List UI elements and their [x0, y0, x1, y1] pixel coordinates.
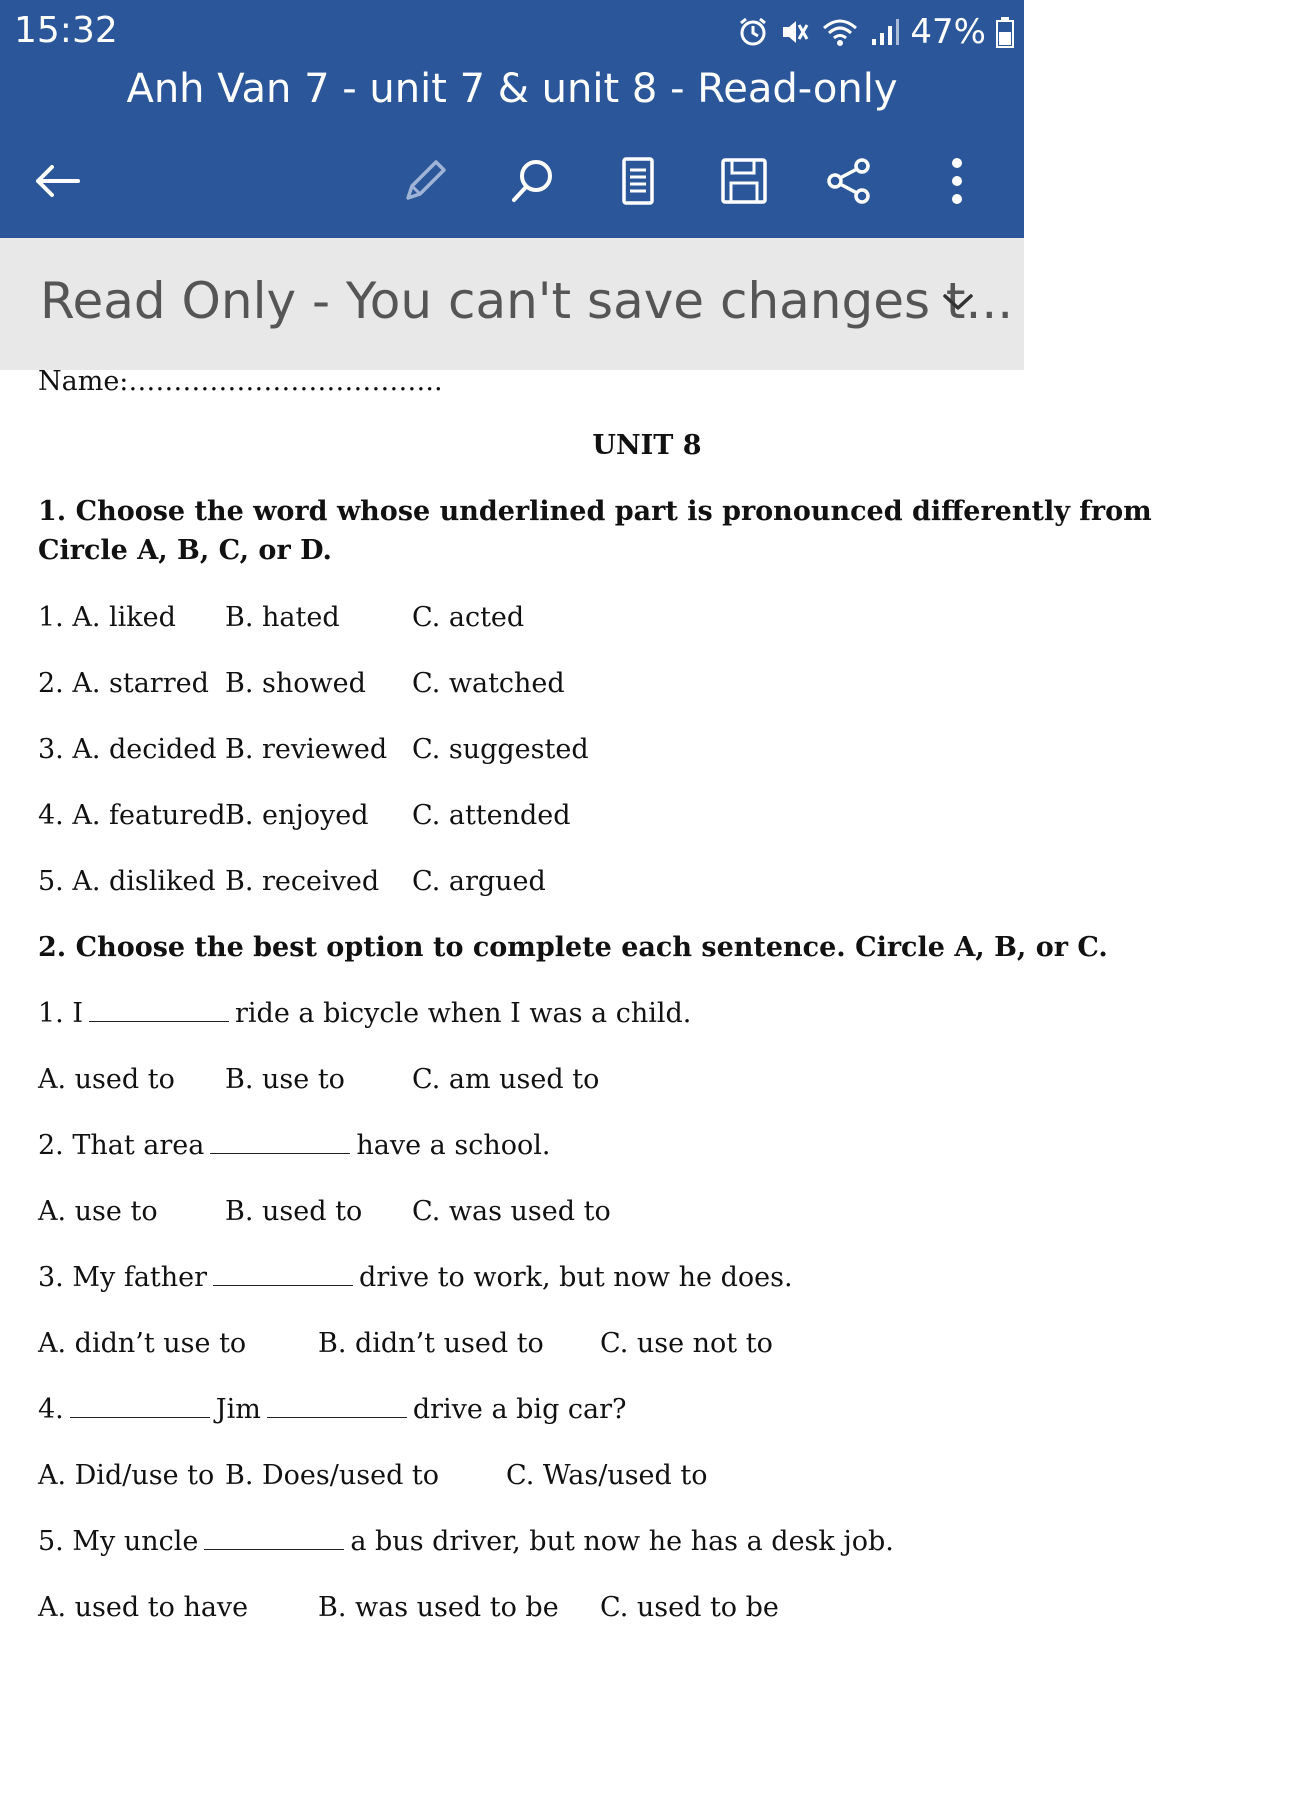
s1-row3-option-b: B. reviewed — [225, 734, 388, 765]
battery-icon — [996, 16, 1014, 48]
s2-q5-pre: 5. My uncle — [38, 1526, 199, 1557]
chevron-down-icon — [941, 290, 975, 318]
read-only-message: Read Only - You can't save changes t... — [40, 272, 1014, 330]
answer-blank — [210, 1131, 350, 1154]
s2-q2-sentence — [38, 1130, 550, 1161]
wifi-icon — [820, 16, 860, 48]
status-time: 15:32 — [14, 10, 118, 51]
name-line: Name:…………………………….. — [38, 366, 443, 397]
s1-row2-option-c: C. watched — [412, 668, 565, 699]
unit-title: UNIT 8 — [592, 430, 702, 461]
s2-q1-option-c: C. am used to — [412, 1064, 600, 1095]
signal-icon — [870, 17, 900, 47]
section1-heading-line2: Circle A, B, C, or D. — [38, 535, 332, 566]
s2-q4-pre: 4. — [38, 1394, 64, 1425]
s2-q5-sentence — [38, 1526, 894, 1557]
mobile-view-button[interactable] — [607, 150, 669, 212]
s2-q5-option-b: B. was used to be — [318, 1592, 559, 1623]
more-vertical-icon — [947, 156, 967, 206]
more-options-button[interactable] — [926, 150, 988, 212]
s2-q2-option-a: A. use to — [38, 1196, 158, 1227]
s1-row5-option-c: C. argued — [412, 866, 546, 897]
save-disk-icon — [719, 156, 769, 206]
s1-row2-option-b: B. showed — [225, 668, 366, 699]
s2-q3-sentence — [38, 1262, 793, 1293]
s1-row3-option-c: C. suggested — [412, 734, 589, 765]
s2-q3-option-b: B. didn’t used to — [318, 1328, 544, 1359]
s2-q5-option-a: A. used to have — [38, 1592, 249, 1623]
answer-blank — [89, 999, 229, 1022]
s2-q3-option-c: C. use not to — [600, 1328, 773, 1359]
s1-row1-option-a: 1. A. liked — [38, 602, 176, 633]
s2-q1-option-a: A. used to — [38, 1064, 175, 1095]
back-button[interactable] — [26, 150, 88, 212]
s2-q1-pre: 1. I — [38, 998, 84, 1029]
s1-row4-option-c: C. attended — [412, 800, 571, 831]
answer-blank — [213, 1263, 353, 1286]
status-icons — [736, 12, 1014, 52]
section1-heading-line1: 1. Choose the word whose underlined part is pronounced differently from — [38, 496, 1152, 527]
s2-q2-option-c: C. was used to — [412, 1196, 611, 1227]
mobile-view-icon — [618, 156, 658, 206]
document-title: Anh Van 7 - unit 7 & unit 8 - Read-only — [126, 66, 898, 112]
s2-q4-option-b: B. Does/used to — [225, 1460, 440, 1491]
save-button[interactable] — [713, 150, 775, 212]
search-icon — [507, 156, 557, 206]
edit-button[interactable] — [394, 150, 456, 212]
s2-q3-pre: 3. My father — [38, 1262, 208, 1293]
s2-q4-mid: Jim — [215, 1394, 261, 1425]
answer-blank — [70, 1395, 210, 1418]
share-button[interactable] — [818, 150, 880, 212]
s2-q4-sentence — [38, 1394, 627, 1425]
s2-q4-post: drive a big car? — [412, 1394, 627, 1425]
s2-q4-option-a: A. Did/use to — [38, 1460, 215, 1491]
answer-blank — [267, 1395, 407, 1418]
pencil-icon — [400, 156, 450, 206]
mute-icon — [780, 16, 810, 48]
s1-row5-option-a: 5. A. disliked — [38, 866, 216, 897]
s2-q5-post: a bus driver, but now he has a desk job. — [350, 1526, 894, 1557]
s2-q5-option-c: C. used to be — [600, 1592, 779, 1623]
s2-q4-option-c: C. Was/used to — [506, 1460, 708, 1491]
search-button[interactable] — [501, 150, 563, 212]
s2-q1-sentence — [38, 998, 691, 1029]
s1-row1-option-c: C. acted — [412, 602, 525, 633]
s1-row3-option-a: 3. A. decided — [38, 734, 217, 765]
s1-row1-option-b: B. hated — [225, 602, 340, 633]
alarm-icon — [736, 15, 770, 49]
battery-percent: 47% — [910, 12, 986, 52]
s2-q2-option-b: B. used to — [225, 1196, 363, 1227]
s1-row5-option-b: B. received — [225, 866, 380, 897]
s2-q1-post: ride a bicycle when I was a child. — [235, 998, 692, 1029]
s1-row2-option-a: 2. A. starred — [38, 668, 209, 699]
share-icon — [824, 156, 874, 206]
s2-q2-pre: 2. That area — [38, 1130, 205, 1161]
answer-blank — [204, 1527, 344, 1550]
s1-row4-option-a: 4. A. featured — [38, 800, 226, 831]
s1-row4-option-b: B. enjoyed — [225, 800, 369, 831]
document-page[interactable] — [0, 366, 1152, 1820]
back-arrow-icon — [32, 161, 82, 201]
section2-heading: 2. Choose the best option to complete each sentence. Circle A, B, or C. — [38, 932, 1108, 963]
status-bar — [0, 0, 1024, 62]
s2-q3-post: drive to work, but now he does. — [359, 1262, 793, 1293]
s2-q1-option-b: B. use to — [225, 1064, 345, 1095]
read-only-banner[interactable] — [0, 238, 1024, 370]
expand-banner-button[interactable] — [932, 278, 984, 330]
app-header — [0, 0, 1024, 238]
s2-q2-post: have a school. — [356, 1130, 551, 1161]
s2-q3-option-a: A. didn’t use to — [38, 1328, 247, 1359]
